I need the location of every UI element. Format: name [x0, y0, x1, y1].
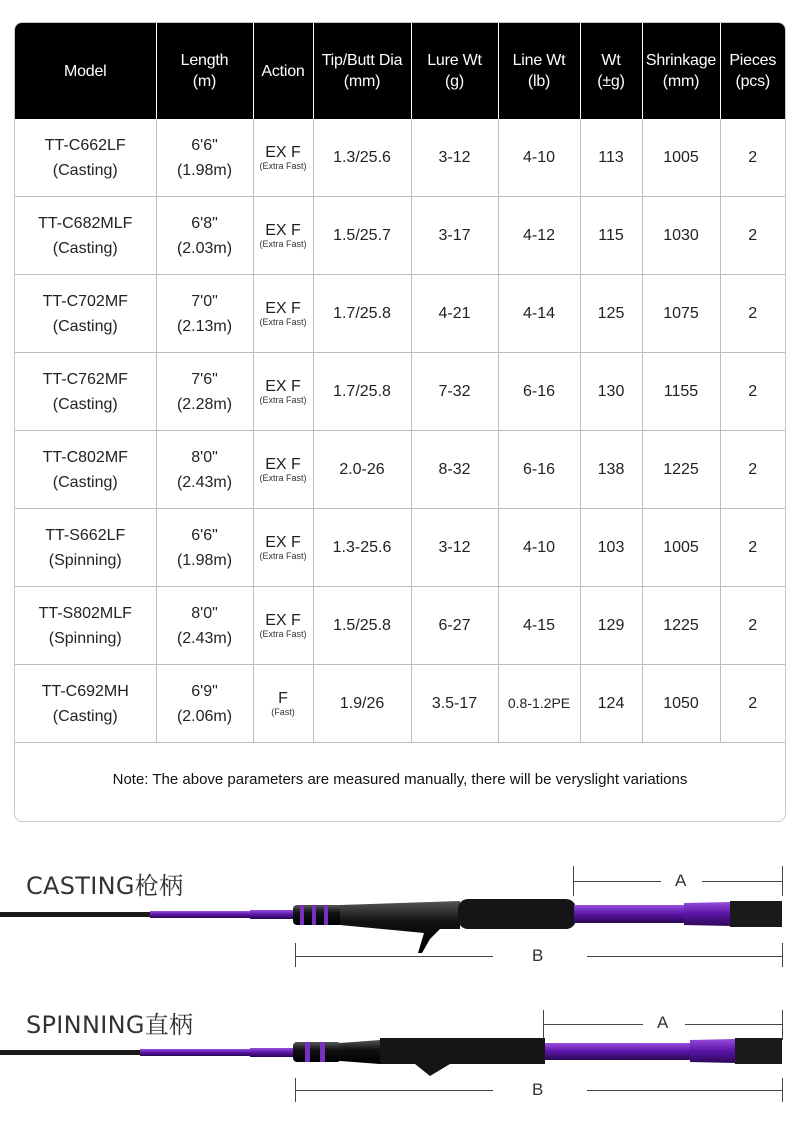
- spinning-title: SPINNING直柄: [26, 1011, 194, 1039]
- table-cell: [720, 275, 785, 353]
- table-row: [15, 275, 785, 353]
- dim-b-end-tick: [782, 943, 783, 967]
- table-cell: [498, 119, 580, 197]
- shrinkage: 1050: [663, 695, 699, 712]
- table-cell: [642, 431, 720, 509]
- action-code: EX F: [265, 144, 301, 161]
- table-cell: [313, 197, 411, 275]
- table-row: [15, 509, 785, 587]
- dim-b-line-right: [587, 1090, 782, 1091]
- lure-weight: 7-32: [438, 383, 471, 400]
- dim-label-a: A: [675, 871, 687, 890]
- shrinkage: 1075: [663, 305, 699, 322]
- lure-weight: 3-12: [438, 149, 471, 166]
- table-cell: [156, 587, 253, 665]
- action-description: (Extra Fast): [259, 473, 307, 483]
- line-weight: 4-10: [522, 149, 556, 166]
- table-cell: [642, 665, 720, 743]
- dim-b-end-tick: [782, 1078, 783, 1102]
- model-type: (Casting): [52, 707, 118, 725]
- action-description: (Extra Fast): [259, 317, 307, 327]
- length-m: (2.28m): [176, 395, 233, 413]
- table-cell: [411, 587, 498, 665]
- table-cell: [156, 197, 253, 275]
- table-cell: [642, 509, 720, 587]
- table-cell: [156, 275, 253, 353]
- length-ft: 7'0": [191, 292, 218, 310]
- length-m: (2.13m): [176, 317, 233, 335]
- model-name: TT-C662LF: [44, 136, 126, 154]
- length-m: (2.43m): [176, 629, 233, 647]
- table-cell: [580, 275, 642, 353]
- pieces: 2: [748, 617, 758, 634]
- table-row: [15, 353, 785, 431]
- dim-a-end-tick: [782, 866, 783, 896]
- tip-butt-dia: 1.3-25.6: [332, 539, 392, 556]
- tip-butt-dia: 1.9/26: [339, 695, 385, 712]
- action-code: EX F: [265, 534, 301, 551]
- column-header-label: Action: [261, 62, 305, 80]
- tip-butt-dia: 1.7/25.8: [333, 305, 391, 322]
- table-cell: [498, 509, 580, 587]
- table-cell: [253, 119, 313, 197]
- column-header: [156, 23, 253, 119]
- length-ft: 6'6": [191, 526, 218, 544]
- pieces: 2: [748, 305, 758, 322]
- action-code: EX F: [265, 612, 301, 629]
- dim-b-start-tick: [295, 943, 296, 967]
- table-cell: [313, 431, 411, 509]
- action-description: (Extra Fast): [259, 239, 307, 249]
- table-row: [15, 197, 785, 275]
- table-cell: [15, 509, 156, 587]
- table-body: [15, 119, 785, 743]
- table-cell: [411, 197, 498, 275]
- table-cell: [580, 509, 642, 587]
- table-cell: [15, 197, 156, 275]
- rod-weight: 129: [597, 617, 625, 634]
- model-type: (Spinning): [48, 551, 122, 569]
- length-m: (2.06m): [176, 707, 233, 725]
- table-cell: [580, 665, 642, 743]
- table-cell: [580, 197, 642, 275]
- length-ft: 8'0": [191, 604, 218, 622]
- line-weight: 4-12: [522, 227, 556, 244]
- column-header-label: Length: [180, 52, 229, 69]
- pieces: 2: [748, 539, 758, 556]
- column-header: [720, 23, 785, 119]
- shrinkage: 1005: [663, 539, 699, 556]
- column-header-label: Wt: [601, 52, 621, 69]
- spec-table-card: [14, 22, 786, 822]
- table-cell: [411, 665, 498, 743]
- table-cell: [411, 119, 498, 197]
- dim-label-b: B: [532, 946, 544, 965]
- table-cell: [253, 587, 313, 665]
- model-name: TT-C682MLF: [38, 214, 133, 232]
- column-header-label: Shrinkage: [645, 52, 717, 69]
- casting-rod-illustration: [0, 893, 800, 953]
- shrinkage: 1225: [663, 461, 699, 478]
- table-cell: [253, 431, 313, 509]
- shrinkage: 1005: [663, 149, 699, 166]
- table-cell: [498, 587, 580, 665]
- rod-weight: 115: [598, 227, 624, 244]
- table-cell: [498, 353, 580, 431]
- table-cell: [720, 119, 785, 197]
- tip-butt-dia: 1.7/25.8: [333, 383, 391, 400]
- model-type: (Spinning): [48, 629, 122, 647]
- action-description: (Extra Fast): [259, 551, 307, 561]
- column-header-label: Tip/Butt Dia: [321, 52, 403, 69]
- table-cell: [156, 431, 253, 509]
- dim-b-line-left: [295, 1090, 493, 1091]
- table-cell: [253, 275, 313, 353]
- table-cell: [253, 509, 313, 587]
- line-weight: 0.8-1.2PE: [507, 695, 571, 711]
- pieces: 2: [748, 461, 758, 478]
- table-cell: [720, 665, 785, 743]
- casting-title: CASTING枪柄: [26, 872, 184, 900]
- column-header-unit: (m): [192, 73, 217, 90]
- table-cell: [580, 119, 642, 197]
- shrinkage: 1030: [663, 227, 699, 244]
- table-cell: [313, 665, 411, 743]
- column-header-label: Pieces: [729, 52, 777, 69]
- column-header: [411, 23, 498, 119]
- table-cell: [720, 587, 785, 665]
- table-cell: [720, 353, 785, 431]
- table-row: [15, 665, 785, 743]
- column-header-unit: (±g): [597, 73, 625, 90]
- tip-butt-dia: 1.3/25.6: [333, 149, 391, 166]
- tip-butt-dia: 1.5/25.8: [333, 617, 391, 634]
- rod-weight: 113: [598, 149, 624, 166]
- action-description: (Extra Fast): [259, 161, 307, 171]
- model-type: (Casting): [52, 473, 118, 491]
- table-cell: [15, 431, 156, 509]
- table-cell: [313, 353, 411, 431]
- lure-weight: 8-32: [438, 461, 471, 478]
- column-header-label: Model: [63, 62, 107, 80]
- shrinkage: 1225: [663, 617, 699, 634]
- column-header-label: Lure Wt: [427, 52, 482, 69]
- length-m: (2.43m): [176, 473, 233, 491]
- model-name: TT-C802MF: [42, 448, 128, 466]
- line-weight: 4-10: [522, 539, 556, 556]
- pieces: 2: [748, 695, 758, 712]
- column-header: [498, 23, 580, 119]
- column-header-unit: (lb): [527, 73, 551, 90]
- length-m: (1.98m): [176, 161, 233, 179]
- table-cell: [156, 665, 253, 743]
- table-cell: [15, 119, 156, 197]
- action-code: EX F: [265, 222, 301, 239]
- table-row: [15, 119, 785, 197]
- pieces: 2: [748, 149, 758, 166]
- table-row: [15, 587, 785, 665]
- pieces: 2: [748, 383, 758, 400]
- length-ft: 6'6": [191, 136, 218, 154]
- line-weight: 4-15: [522, 617, 556, 634]
- spec-table: [15, 23, 785, 743]
- table-cell: [720, 431, 785, 509]
- table-cell: [498, 197, 580, 275]
- table-cell: [156, 509, 253, 587]
- rod-weight: 103: [597, 539, 625, 556]
- length-ft: 6'9": [191, 682, 218, 700]
- table-cell: [313, 275, 411, 353]
- rod-weight: 125: [597, 305, 625, 322]
- rod-weight: 130: [597, 383, 625, 400]
- action-code: EX F: [265, 378, 301, 395]
- table-cell: [642, 119, 720, 197]
- line-weight: 6-16: [522, 461, 556, 478]
- table-cell: [15, 275, 156, 353]
- column-header: [642, 23, 720, 119]
- action-description: (Fast): [271, 707, 295, 717]
- lure-weight: 3.5-17: [431, 695, 478, 712]
- table-cell: [720, 509, 785, 587]
- table-cell: [580, 587, 642, 665]
- length-ft: 8'0": [191, 448, 218, 466]
- length-m: (1.98m): [176, 551, 233, 569]
- model-name: TT-S662LF: [45, 526, 126, 544]
- lure-weight: 3-17: [438, 227, 471, 244]
- table-cell: [411, 275, 498, 353]
- column-header-unit: (g): [445, 73, 464, 90]
- table-cell: [253, 665, 313, 743]
- dim-a-line-left: [573, 881, 661, 882]
- action-description: (Extra Fast): [259, 629, 307, 639]
- table-cell: [253, 197, 313, 275]
- action-code: EX F: [265, 456, 301, 473]
- model-type: (Casting): [52, 161, 118, 179]
- rod-weight: 138: [597, 461, 625, 478]
- dim-b-line-right: [587, 956, 782, 957]
- table-cell: [642, 587, 720, 665]
- dim-label-a: A: [657, 1013, 669, 1032]
- rod-weight: 124: [597, 695, 625, 712]
- model-type: (Casting): [52, 395, 118, 413]
- column-header: [313, 23, 411, 119]
- lure-weight: 6-27: [438, 617, 471, 634]
- table-cell: [642, 275, 720, 353]
- table-cell: [498, 431, 580, 509]
- table-cell: [642, 353, 720, 431]
- column-header-unit: (mm): [343, 73, 381, 90]
- table-row: [15, 431, 785, 509]
- column-header-unit: (mm): [662, 73, 700, 90]
- lure-weight: 4-21: [438, 305, 471, 322]
- length-m: (2.03m): [176, 239, 233, 257]
- action-code: EX F: [265, 300, 301, 317]
- table-header-row: [15, 23, 785, 119]
- model-name: TT-C702MF: [42, 292, 128, 310]
- model-type: (Casting): [52, 239, 118, 257]
- table-cell: [15, 587, 156, 665]
- table-cell: [313, 587, 411, 665]
- dim-a-line-left: [543, 1024, 643, 1025]
- length-ft: 6'8": [191, 214, 218, 232]
- spinning-rod-illustration: [0, 1030, 800, 1080]
- column-header: [15, 23, 156, 119]
- table-cell: [313, 509, 411, 587]
- column-header: [253, 23, 313, 119]
- length-ft: 7'6": [191, 370, 218, 388]
- table-cell: [642, 197, 720, 275]
- table-cell: [15, 665, 156, 743]
- column-header-label: Line Wt: [512, 52, 566, 69]
- action-code: F: [278, 690, 288, 707]
- pieces: 2: [748, 227, 758, 244]
- action-description: (Extra Fast): [259, 395, 307, 405]
- model-name: TT-C692MH: [41, 682, 129, 700]
- model-name: TT-C762MF: [42, 370, 128, 388]
- tip-butt-dia: 2.0-26: [339, 461, 385, 478]
- table-cell: [156, 353, 253, 431]
- table-cell: [15, 353, 156, 431]
- dim-b-line-left: [295, 956, 493, 957]
- dim-label-b: B: [532, 1080, 544, 1099]
- table-cell: [411, 509, 498, 587]
- table-cell: [498, 275, 580, 353]
- shrinkage: 1155: [663, 383, 699, 400]
- table-cell: [411, 431, 498, 509]
- table-cell: [253, 353, 313, 431]
- dim-a-line-right: [702, 881, 782, 882]
- line-weight: 6-16: [522, 383, 556, 400]
- column-header-unit: (pcs): [735, 73, 771, 90]
- table-cell: [720, 197, 785, 275]
- dim-a-line-right: [685, 1024, 782, 1025]
- model-type: (Casting): [52, 317, 118, 335]
- table-cell: [313, 119, 411, 197]
- measurement-note: Note: The above parameters are measured manually, there will be veryslight variations: [112, 771, 688, 788]
- line-weight: 4-14: [522, 305, 556, 322]
- table-cell: [498, 665, 580, 743]
- model-name: TT-S802MLF: [38, 604, 132, 622]
- table-cell: [156, 119, 253, 197]
- lure-weight: 3-12: [438, 539, 471, 556]
- table-cell: [580, 353, 642, 431]
- tip-butt-dia: 1.5/25.7: [333, 227, 391, 244]
- column-header: [580, 23, 642, 119]
- table-cell: [411, 353, 498, 431]
- table-cell: [580, 431, 642, 509]
